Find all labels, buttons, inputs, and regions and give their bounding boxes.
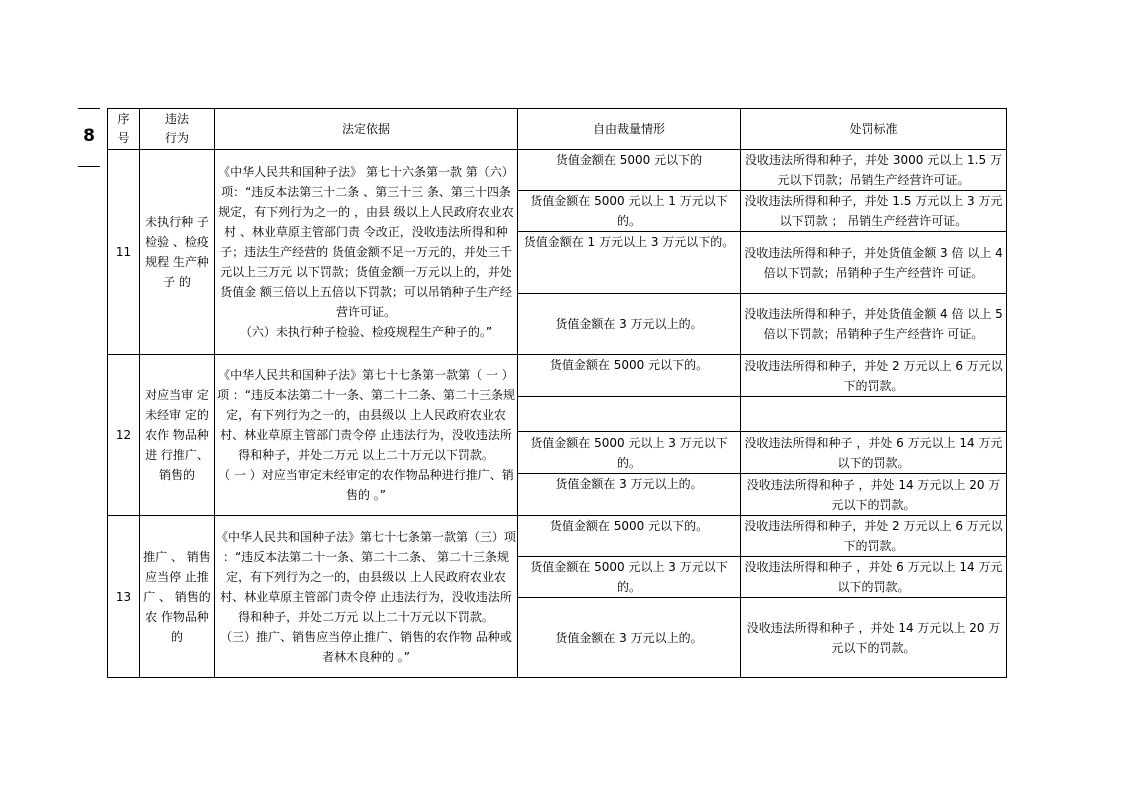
page-number: 8 [83, 126, 95, 146]
table-row [108, 516, 1007, 557]
row-penalty: 没收违法所得和种子 ，并处 6 万元以上 14 万元以下的罚款。 [741, 432, 1007, 474]
row-discretion: 货值金额在 5000 元以上 3 万元以下的。 [518, 557, 741, 598]
row-discretion: 货值金额在 5000 元以上 1 万元以下的。 [518, 191, 741, 232]
row-penalty [741, 397, 1007, 432]
row-penalty: 没收违法所得和种子，并处 2 万元以上 6 万元以下的罚款。 [741, 355, 1007, 397]
row-violation: 未执行种 子检验 、检疫规程 生产种子 的 [140, 150, 215, 355]
row-violation: 推广 、 销售应当停 止推广 、 销售的农 作物品种 的 [140, 516, 215, 678]
table-header-row [108, 109, 1007, 150]
row-seq: 13 [108, 516, 140, 678]
table-row [108, 355, 1007, 397]
header-seq: 序 号 [108, 109, 140, 150]
row-discretion: 货值金额在 5000 元以下的。 [518, 355, 741, 397]
header-penalty: 处罚标准 [741, 109, 1007, 150]
penalty-table [107, 108, 1007, 678]
page-number-rule-top [78, 108, 100, 109]
row-discretion: 货值金额在 3 万元以上的。 [518, 474, 741, 516]
row-violation: 对应当审 定未经审 定的农作 物品种进 行推广、 销售的 [140, 355, 215, 516]
row-penalty: 没收违法所得和种子，并处货值金额 3 倍 以上 4 倍以下罚款；吊销种子生产经营许 可证。 [741, 232, 1007, 294]
row-basis: 《中华人民共和国种子法》 第七十六条第一款 第（六）项：“违反本法第三十二条 、第三十三 条、第三十四条规定，有下列行为之一的 ，由县 级以上人民政府农业农村 、林业草原主管部门责 令改正，没收违法所得和种子；违法生产经营的 货值金额不足一万元的，并处三千元以上三万元 以下罚款；货值金额一万元以上的，并处货值金 额三倍以上五倍以下罚款；可以吊销种子生产经 营许可证。 （六）未执行种子检验、检疫规程生产种子的。” [215, 150, 518, 355]
header-basis: 法定依据 [215, 109, 518, 150]
row-basis: 《中华人民共和国种子法》第七十七条第一款第（三）项 ：“违反本法第二十一条、第二十二条、 第二十三条规定，有下列行为之一的，由县级以 上人民政府农业农村、林业草原主管部门责令停 止违法行为，没收违法所得和种子，并处二万元 以上二十万元以下罚款。 （三）推广、销售应当停止推广、销售的农作物 品种或者林木良种的 。” [215, 516, 518, 678]
row-penalty: 没收违法所得和种子，并处 2 万元以上 6 万元以下的罚款。 [741, 516, 1007, 557]
page-number-block [78, 108, 100, 170]
row-penalty: 没收违法所得和种子 ，并处 14 万元以上 20 万元以下的罚款。 [741, 598, 1007, 678]
row-discretion: 货值金额在 5000 元以上 3 万元以下的。 [518, 432, 741, 474]
row-basis: 《中华人民共和国种子法》第七十七条第一款第（ 一 ）项 ：“违反本法第二十一条、第二十二条、第二十三条规定，有下列行为之一的，由县级以 上人民政府农业农村、林业草原主管部门责令停 止违法行为，没收违法所得和种子，并处二万元 以上二十万元以下罚款。 （ 一 ）对应当审定未经审定的农作物品种进行推广、销售的 。” [215, 355, 518, 516]
row-penalty: 没收违法所得和种子，并处 3000 元以上 1.5 万元以下罚款；吊销生产经营许可证。 [741, 150, 1007, 191]
table-row [108, 150, 1007, 191]
row-discretion: 货值金额在 3 万元以上的。 [518, 294, 741, 355]
row-seq: 11 [108, 150, 140, 355]
row-discretion: 货值金额在 1 万元以上 3 万元以下的。 [518, 232, 741, 294]
row-penalty: 没收违法所得和种子，并处货值金额 4 倍 以上 5 倍以下罚款；吊销种子生产经营许 可证。 [741, 294, 1007, 355]
row-discretion: 货值金额在 5000 元以下的。 [518, 516, 741, 557]
row-discretion: 货值金额在 5000 元以下的 [518, 150, 741, 191]
page-number-rule-bottom [78, 166, 100, 167]
header-violation: 违法 行为 [140, 109, 215, 150]
row-discretion: 货值金额在 3 万元以上的。 [518, 598, 741, 678]
row-discretion [518, 397, 741, 432]
row-seq: 12 [108, 355, 140, 516]
header-discretion: 自由裁量情形 [518, 109, 741, 150]
row-penalty: 没收违法所得和种子 ，并处 6 万元以上 14 万元以下的罚款。 [741, 557, 1007, 598]
row-penalty: 没收违法所得和种子，并处 1.5 万元以上 3 万元以下罚款 ； 吊销生产经营许可证。 [741, 191, 1007, 232]
row-penalty: 没收违法所得和种子 ，并处 14 万元以上 20 万元以下的罚款。 [741, 474, 1007, 516]
